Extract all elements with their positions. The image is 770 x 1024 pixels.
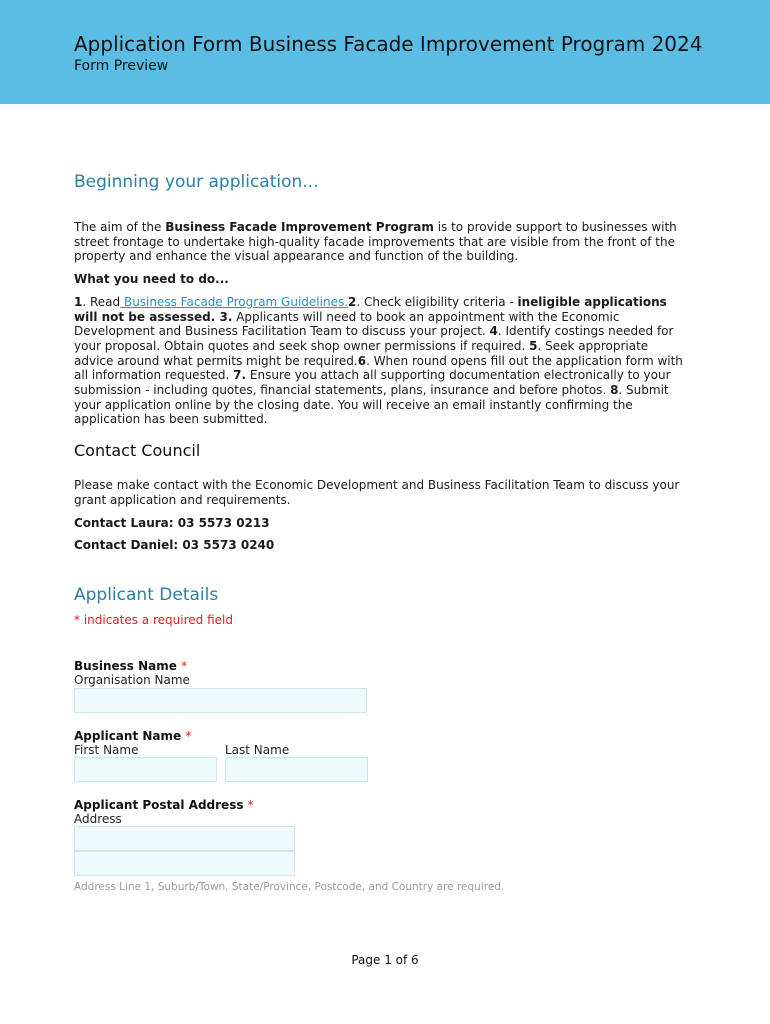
contact-daniel: Contact Daniel: 03 5573 0240 [74, 538, 275, 553]
business-name-label-text: Business Name [74, 658, 177, 673]
first-name-input[interactable] [74, 757, 217, 782]
what-to-do-heading: What you need to do... [74, 272, 229, 287]
step-7-number: 7. [233, 368, 247, 383]
required-marker: * [247, 797, 254, 812]
organisation-name-label: Organisation Name [74, 672, 190, 687]
step-3-number: 3. [219, 309, 233, 324]
form-subtitle: Form Preview [74, 58, 169, 74]
form-content [74, 170, 684, 893]
step-2-text: . Check eligibility criteria - [356, 294, 518, 309]
step-5-text: . Seek appropriate advice around what permits might be required. [74, 338, 649, 368]
business-name-input[interactable] [74, 688, 367, 713]
applicant-name-label [74, 729, 684, 743]
last-name-label: Last Name [225, 742, 290, 757]
applicant-details-heading: Applicant Details [74, 584, 219, 605]
step-5-number: 5 [529, 338, 538, 353]
step-1-text: . Read [82, 294, 121, 309]
aim-prefix: The aim of the [74, 220, 166, 234]
page-header [0, 0, 770, 104]
aim-text: is to provide support to businesses with street frontage to undertake high-quality facade improvements that are visible from the front of the property and enhance the visual appearance and function of the building. [74, 220, 677, 264]
address-line-1-input[interactable] [74, 826, 295, 851]
applicant-name-row [74, 743, 684, 782]
last-name-group [225, 743, 368, 782]
step-4-number: 4 [489, 324, 498, 339]
step-6-number: 6 [357, 353, 367, 368]
contact-heading: Contact Council [74, 441, 201, 461]
step-7-text: Ensure you attach all supporting documentation electronically to your submission - including quotes, financial statements, plans, insurance and before photos. [74, 368, 671, 398]
applicant-name-label-text: Applicant Name [74, 728, 182, 743]
contact-laura: Contact Laura: 03 5573 0213 [74, 515, 270, 530]
step-2-number: 2 [348, 294, 357, 309]
steps-paragraph [74, 295, 684, 427]
step-2-bold: ineligible applications will not be assessed. [74, 294, 667, 324]
guidelines-link[interactable]: Business Facade Program Guidelines. [120, 294, 349, 309]
address-hint: Address Line 1, Suburb/Town, State/Province, Postcode, and Country are required. [74, 880, 505, 893]
form-title: Application Form Business Facade Improvement Program 2024 [74, 32, 703, 56]
first-name-group [74, 743, 217, 782]
postal-address-label-text: Applicant Postal Address [74, 797, 244, 812]
step-4-text: . Identify costings needed for your proposal. Obtain quotes and seek shop owner permissions if required. [74, 324, 674, 353]
required-marker: * [185, 728, 192, 743]
required-marker: * [181, 658, 188, 673]
page-indicator: Page 1 of 6 [351, 953, 419, 967]
step-1-number: 1 [74, 294, 83, 309]
address-line-2-input[interactable] [74, 851, 295, 876]
program-name: Business Facade Improvement Program [165, 220, 434, 234]
step-3-text: Applicants will need to book an appointment with the Economic Development and Business Facilitation Team to discuss your project. [74, 309, 620, 339]
first-name-label: First Name [74, 742, 139, 757]
step-8-text: . Submit your application online by the closing date. You will receive an email instantly confirming the application has been submitted. [74, 383, 669, 427]
last-name-input[interactable] [225, 757, 368, 782]
contact-text: Please make contact with the Economic Development and Business Facilitation Team to discuss your grant application and requirements. [74, 478, 680, 507]
required-field-note: * indicates a required field [74, 612, 233, 627]
intro-aim-paragraph [74, 220, 684, 264]
step-6-text: . When round opens fill out the application form with all information requested. [74, 353, 683, 383]
step-8-number: 8 [610, 383, 619, 398]
postal-address-label [74, 798, 684, 812]
business-name-label [74, 659, 684, 673]
intro-heading: Beginning your application... [74, 172, 319, 192]
address-sublabel: Address [74, 811, 122, 826]
